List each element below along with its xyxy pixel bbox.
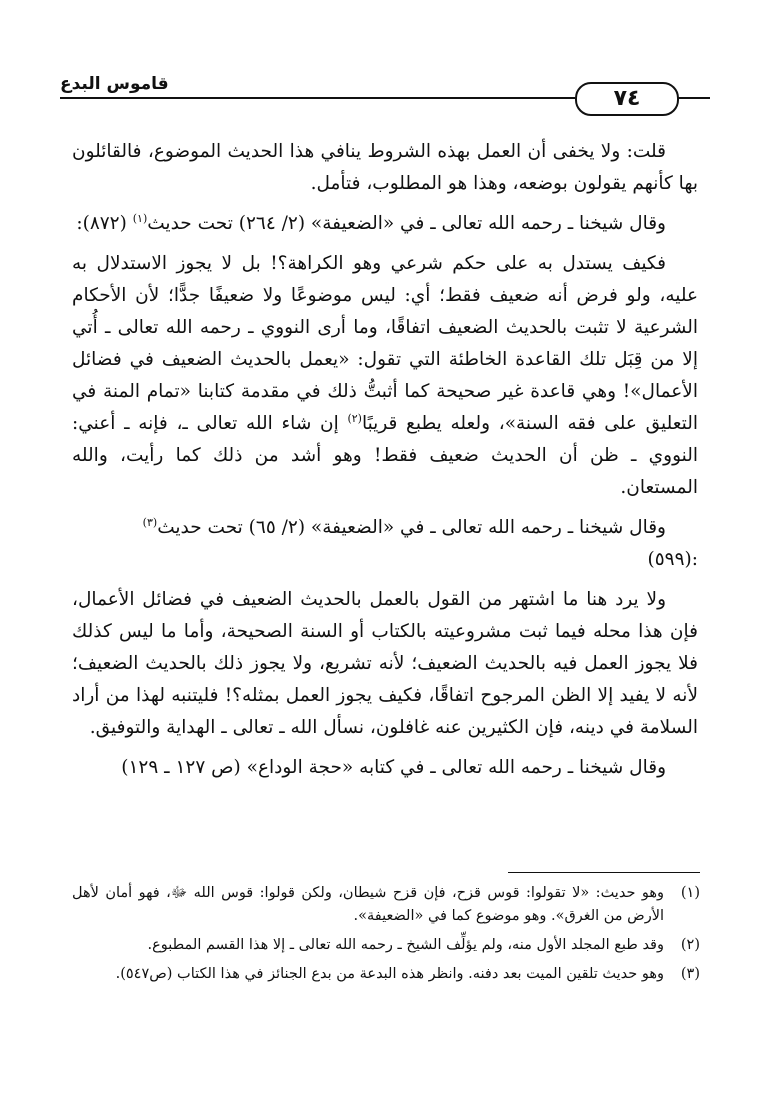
body-text: [72, 136, 698, 792]
paragraph-3-text: فكيف يستدل به على حكم شرعي وهو الكراهة؟! بل لا يجوز الاستدلال به عليه، ولو فرض أنه ضعيف فقط؛ أي: ليس موضوعًا ولا ضعيفًا جدًّا؛ لأن الأحكام الشرعية لا تثبت بالحديث الضعيف اتفاقًا، وما أرى النووي ـ رحمه الله تعالى ـ أُتي إلا من قِبَل تلك القاعدة الخاطئة التي تقول: «يعمل بالحديث الضعيف في فضائل الأعمال»! وهي قاعدة غير صحيحة كما أثبتُّ ذلك في مقدمة كتابنا «تمام المنة في التعليق على فقه السنة»، ولعله يطبع قريبًا: [72, 253, 698, 434]
footnote-text: وهو حديث تلقين الميت بعد دفنه. وانظر هذه البدعة من بدع الجنائز في هذا الكتاب (ص٥٤٧).: [115, 966, 664, 982]
header-rule-tail: [677, 97, 710, 99]
footnote-2: [72, 934, 700, 957]
paragraph-1: قلت: ولا يخفى أن العمل بهذه الشروط ينافي هذا الحديث الموضوع، فالقائلون بها كأنهم يقولون بوضعه، وهذا هو المطلوب، فتأمل.: [72, 141, 698, 194]
running-title: قاموس البدع: [60, 74, 169, 94]
footnotes: [72, 882, 700, 992]
paragraph-4: [72, 512, 698, 576]
footnote-1: [72, 882, 700, 928]
footnote-number: (١): [680, 885, 700, 901]
footnote-text: وهو حديث: «لا تقولوا: قوس قزح، فإن قزح شيطان، ولكن قولوا: قوس الله ﷻ، فهو أمان لأهل الأرض من الغرق». وهو موضوع كما في «الضعيفة».: [72, 885, 664, 924]
paragraph-4-reference: :(٥٩٩): [647, 549, 698, 570]
footnote-separator: [508, 872, 700, 873]
paragraph-2-text: وقال شيخنا ـ رحمه الله تعالى ـ في «الضعيفة» (٢/ ٢٦٤) تحت حديث: [147, 213, 666, 234]
footnote-number: (٣): [680, 966, 700, 982]
footnote-marker-3: (٣): [142, 515, 158, 529]
paragraph-6: وقال شيخنا ـ رحمه الله تعالى ـ في كتابه «حجة الوداع» (ص ١٢٧ ـ ١٢٩): [121, 757, 666, 778]
header-rule: [60, 97, 575, 99]
paragraph-3-continued: إن شاء الله تعالى ـ، فإنه ـ أعني: النووي ـ ظن أن الحديث ضعيف فقط! وهو أشد من ذلك كما رأيت، والله المستعان.: [72, 413, 698, 498]
paragraph-3: [72, 248, 698, 504]
page-number: ٧٤: [575, 82, 679, 116]
paragraph-4-text: وقال شيخنا ـ رحمه الله تعالى ـ في «الضعيفة» (٢/ ٦٥) تحت حديث: [157, 517, 666, 538]
page-header: [60, 70, 710, 120]
footnote-text: وقد طبع المجلد الأول منه، ولم يؤلِّف الشيخ ـ رحمه الله تعالى ـ إلا هذا القسم المطبوع.: [147, 937, 664, 953]
paragraph-2: [72, 208, 698, 240]
footnote-3: [72, 963, 700, 986]
footnote-marker-2: (٢): [347, 411, 362, 425]
footnote-marker-1: (١): [132, 211, 148, 225]
footnote-number: (٢): [680, 937, 700, 953]
paragraph-5: ولا يرد هنا ما اشتهر من القول بالعمل بالحديث الضعيف في فضائل الأعمال، فإن هذا محله فيما ثبت مشروعيته بالكتاب أو السنة الصحيحة، وأما ما ليس كذلك فلا يجوز العمل فيه بالحديث الضعيف؛ لأنه تشريع، ولا يجوز ذلك بالحديث الضعيف؛ لأنه لا يفيد إلا الظن المرجوح اتفاقًا، فكيف يجوز العمل بمثله؟! فليتنبه لهذا من أراد السلامة في دينه، فإن الكثيرين عنه غافلون، نسأل الله ـ تعالى ـ الهداية والتوفيق.: [72, 589, 698, 738]
hadith-reference: (٨٧٢):: [76, 213, 127, 234]
